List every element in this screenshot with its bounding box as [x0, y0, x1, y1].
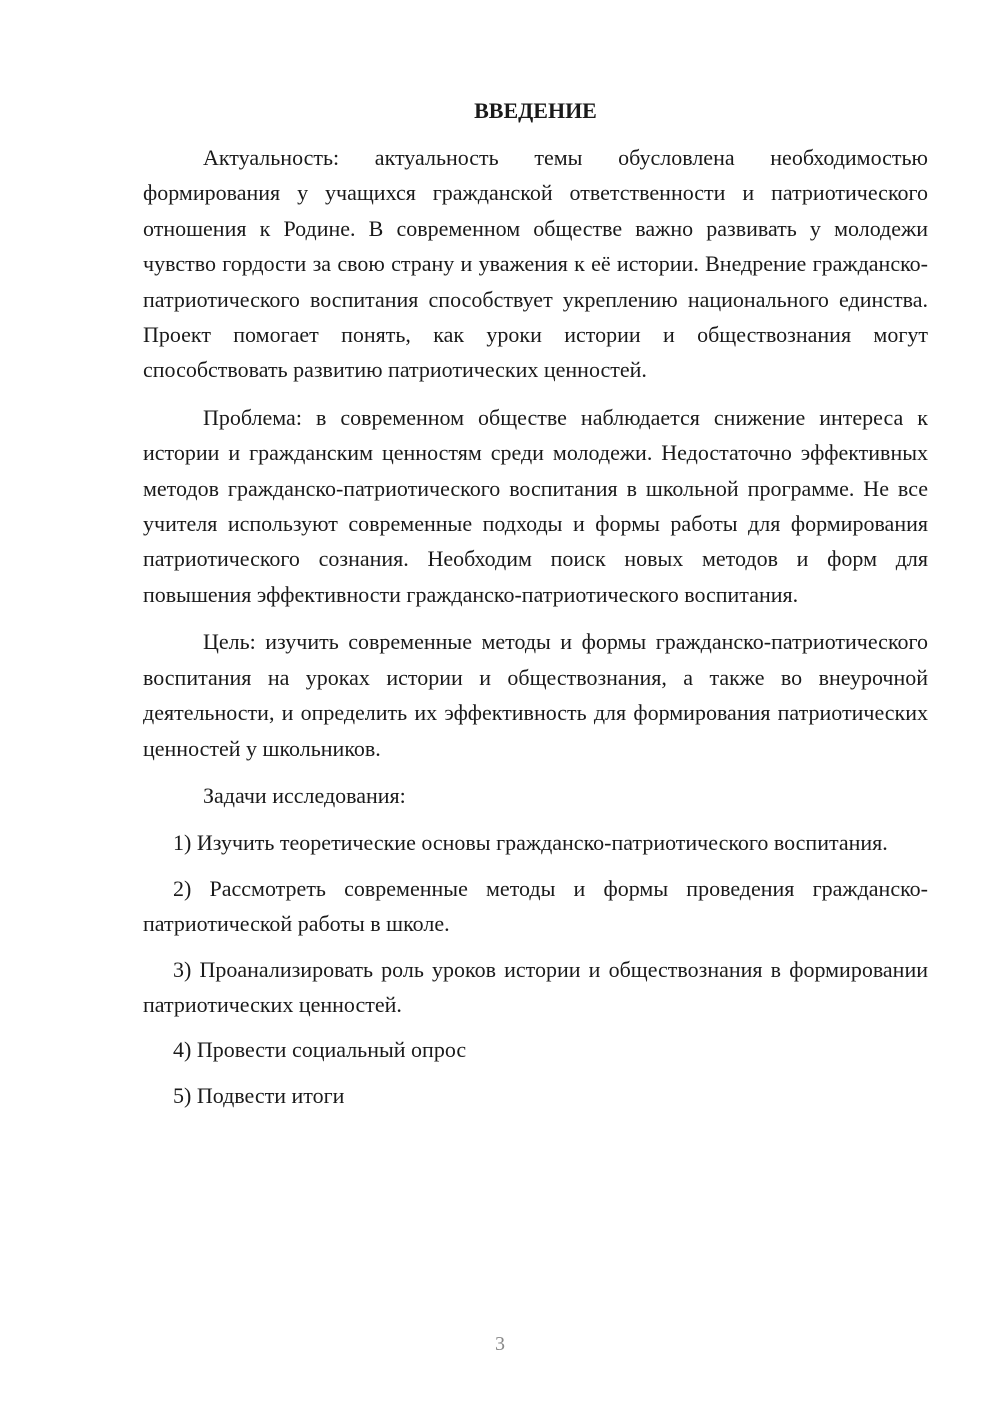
- task-item-4: 4) Провести социальный опрос: [173, 1037, 467, 1063]
- task-item-2: 2) Рассмотреть современные методы и формы проведения гражданско-патриотической работы в школе.: [143, 875, 928, 937]
- document-page: [143, 93, 928, 1123]
- section-title: ВВЕДЕНИЕ: [474, 98, 597, 123]
- task-item-1: 1) Изучить теоретические основы гражданско-патриотического воспитания.: [173, 830, 888, 856]
- page-number: 3: [495, 1333, 505, 1355]
- task-item-3: 3) Проанализировать роль уроков истории и обществознания в формировании патриотических ценностей.: [143, 956, 928, 1017]
- task-item-5: 5) Подвести итоги: [173, 1082, 345, 1108]
- paragraph-goal: Цель: изучить современные методы и формы гражданско-патриотического воспитания на уроках истории и обществознания, а также во внеурочной деятельности, и определить их эффективность для формирования патриотических ценностей у школьников.: [143, 629, 928, 761]
- paragraph-relevance: Актуальность: актуальность темы обусловлена необходимостью формирования у учащихся гражданской ответственности и патриотического отношения к Родине. В современном обществе важно развивать у молодежи чувство гордости за свою страну и уважения к её истории. Внедрение гражданско-патриотического воспитания способствует укреплению национального единства. Проект помогает понять, как уроки истории и обществознания могут способствовать развитию патриотических ценностей.: [143, 145, 928, 383]
- paragraph-problem: Проблема: в современном обществе наблюдается снижение интереса к истории и гражданским ценностям среди молодежи. Недостаточно эффективных методов гражданско-патриотического воспитания в школьной программе. Не все учителя используют современные подходы и формы работы для формирования патриотического сознания. Необходим поиск новых методов и форм для повышения эффективности гражданско-патриотического воспитания.: [143, 404, 928, 607]
- tasks-heading: Задачи исследования:: [203, 782, 406, 808]
